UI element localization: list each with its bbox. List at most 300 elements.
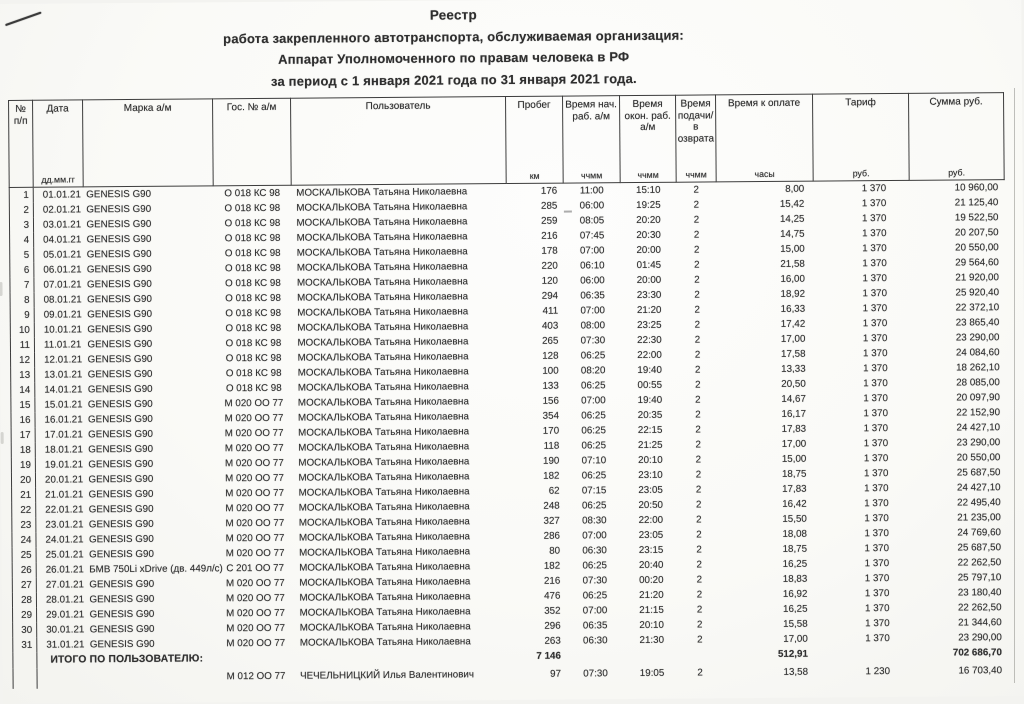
cell-delivery: 2 — [694, 364, 701, 376]
cell-sum: 25 687,50 — [956, 467, 1001, 479]
cell-sum: 22 495,40 — [957, 497, 1001, 509]
cell-km: 216 — [541, 230, 558, 242]
cell-sum: 19 522,50 — [954, 212, 999, 224]
cell-end: 21:20 — [639, 589, 664, 602]
cell-start: 06:25 — [580, 380, 606, 392]
title-line: работа закрепленного автотранспорта, обслуживаемая организация: — [223, 27, 684, 46]
cell-tariff: 1 370 — [862, 243, 887, 255]
cell-tariff: 1 370 — [863, 453, 889, 465]
cell-num: 9 — [10, 308, 34, 323]
cell-hours: 16,17 — [781, 408, 807, 420]
cell-delivery: 2 — [696, 604, 703, 616]
cell-brand: GENESIS G90 — [86, 248, 152, 261]
cell-hours: 18,08 — [782, 528, 807, 540]
cell-tariff: 1 370 — [863, 423, 889, 435]
title-line: Аппарат Уполномоченного по правам человека в РФ — [278, 49, 630, 67]
cell-start: 06:30 — [582, 635, 608, 647]
cell-brand: GENESIS G90 — [86, 278, 152, 291]
cell-user: МОСКАЛЬКОВА Татьяна Николаевна — [299, 621, 471, 634]
cell-hours: 17,83 — [782, 483, 807, 495]
cell-hours: 17,58 — [780, 348, 806, 360]
cell-hours: 18,75 — [781, 468, 807, 480]
cell-brand: GENESIS G90 — [87, 398, 153, 411]
cell-date: 25.01.21 — [45, 549, 84, 561]
cell-num: 16 — [11, 413, 35, 428]
cell-start: 11:00 — [579, 185, 604, 197]
cell-brand: GENESIS G90 — [89, 608, 155, 621]
cell-tariff: 1 370 — [865, 618, 890, 630]
cell-delivery: 2 — [694, 289, 700, 301]
cell-hours: 8,00 — [785, 183, 805, 195]
cell-km: 265 — [542, 335, 559, 347]
cell-date: 19.01.21 — [44, 459, 84, 471]
cell-delivery: 2 — [695, 499, 702, 511]
cell-km: 327 — [543, 515, 560, 527]
cell-hours: 17,42 — [780, 318, 806, 330]
cell-user: МОСКАЛЬКОВА Татьяна Николаевна — [297, 366, 469, 379]
cell-hours: 16,25 — [782, 558, 808, 570]
cell-start: 07:15 — [581, 485, 607, 497]
cell-end: 20:20 — [636, 214, 661, 227]
cell-delivery: 2 — [694, 259, 700, 271]
cell-plate: М 020 ОО 77 — [225, 592, 285, 605]
cell-brand: GENESIS G90 — [88, 473, 154, 486]
cell-km: 352 — [544, 605, 561, 617]
cell-num: 5 — [10, 248, 34, 263]
cell-user: МОСКАЛЬКОВА Татьяна Николаевна — [299, 636, 471, 649]
cell-start: 07:30 — [580, 335, 606, 347]
cell-sum: 22 262,50 — [957, 602, 1002, 614]
cell-user: МОСКАЛЬКОВА Татьяна Николаевна — [299, 591, 471, 604]
cell-km: 220 — [541, 260, 558, 272]
cell-user: МОСКАЛЬКОВА Татьяна Николаевна — [299, 606, 471, 619]
cell-end: 00:20 — [639, 574, 664, 587]
cell-brand: GENESIS G90 — [86, 203, 152, 216]
cell-hours: 15,00 — [781, 453, 807, 465]
cell-end: 21:15 — [639, 604, 664, 617]
cell-num: 26 — [12, 563, 36, 578]
cell-sum: 22 262,50 — [957, 557, 1002, 569]
cell-hours: 16,00 — [780, 273, 805, 285]
cell-hours: 14,75 — [780, 228, 805, 240]
cell-user: МОСКАЛЬКОВА Татьяна Николаевна — [297, 396, 469, 409]
cell-date: 16.01.21 — [44, 414, 83, 426]
cell-user: МОСКАЛЬКОВА Татьяна Николаевна — [297, 411, 470, 424]
cell-delivery: 2 — [695, 394, 701, 406]
cell-km: 182 — [543, 560, 561, 572]
cell-sum: 20 097,90 — [956, 392, 1000, 404]
cell-delivery: 2 — [694, 334, 701, 346]
cell-delivery: 2 — [693, 229, 700, 241]
cell-date: 03.01.21 — [42, 219, 82, 231]
cell-plate: О 018 КС 98 — [224, 187, 281, 200]
column-header-brand: Марка а/м — [83, 99, 214, 187]
cell-date: 02.01.21 — [42, 204, 82, 216]
cell-km: 156 — [542, 395, 559, 407]
cell-km: 120 — [541, 275, 559, 287]
cell-num — [13, 653, 37, 669]
cell-sum: 25 687,50 — [957, 542, 1002, 554]
cell-km: 294 — [541, 290, 559, 302]
cell-plate: О 018 КС 98 — [224, 202, 281, 215]
cell-delivery: 2 — [696, 529, 702, 541]
cell-num: 4 — [10, 233, 34, 248]
cell-hours: 15,50 — [782, 513, 807, 525]
cell-brand — [87, 667, 217, 688]
cell-sum: 24 427,10 — [956, 422, 1001, 434]
cell-plate: М 020 ОО 77 — [224, 457, 284, 470]
cell-brand: GENESIS G90 — [87, 293, 152, 306]
cell-delivery: 2 — [696, 559, 702, 571]
cell-sum: 29 564,60 — [955, 257, 999, 269]
cell-delivery: 2 — [694, 304, 700, 316]
title-line: Реестр — [429, 7, 477, 23]
cell-km: 133 — [542, 380, 559, 392]
cell-brand: GENESIS G90 — [89, 623, 155, 636]
cell-hours: 16,42 — [782, 498, 807, 510]
cell-km: 354 — [542, 410, 560, 422]
cell-hours: 16,92 — [782, 588, 808, 600]
column-header-date: Дата дд.мм.гг — [33, 100, 84, 187]
column-header-hours: Время к оплате часы — [716, 94, 814, 182]
cell-num — [13, 669, 37, 689]
total-km: 7 146 — [536, 650, 561, 662]
cell-sum: 23 290,00 — [955, 332, 1000, 344]
cell-user: МОСКАЛЬКОВА Татьяна Николаевна — [296, 201, 468, 214]
cell-hours: 18,83 — [782, 573, 808, 585]
table-footer — [13, 645, 1008, 689]
cell-num: 19 — [11, 458, 35, 473]
cell-brand: GENESIS G90 — [87, 368, 153, 381]
cell-date: 10.01.21 — [43, 324, 83, 336]
cell-tariff: 1 370 — [864, 588, 890, 600]
column-header-end: Время окон. раб. а/м ччмм — [620, 95, 677, 182]
cell-tariff: 1 370 — [863, 408, 889, 420]
cell-plate: М 020 ОО 77 — [226, 637, 286, 650]
cell-km: 263 — [544, 635, 561, 647]
cell-sum: 16 703,40 — [958, 665, 1003, 677]
cell-plate: О 018 КС 98 — [225, 292, 281, 305]
cell-plate: М 020 ОО 77 — [224, 442, 284, 455]
cell-brand: GENESIS G90 — [89, 548, 154, 561]
cell-date — [37, 668, 87, 688]
cell-brand: GENESIS G90 — [88, 503, 154, 516]
cell-end: 00:55 — [637, 379, 663, 392]
cell-num: 27 — [12, 578, 36, 593]
cell-tariff: 1 370 — [864, 603, 890, 615]
cell-num: 25 — [12, 548, 36, 563]
cell-hours: 15,58 — [783, 618, 808, 630]
cell-tariff: 1 370 — [864, 513, 889, 525]
cell-start: 07:00 — [580, 305, 606, 317]
cell-user: ЧЕЧЕЛЬНИЦКИЙ Илья Валентинович — [300, 669, 475, 682]
cell-delivery: 2 — [695, 409, 701, 421]
cell-brand: GENESIS G90 — [88, 533, 154, 546]
cell-num: 17 — [11, 428, 35, 443]
cell-date: 20.01.21 — [44, 474, 84, 486]
cell-delivery: 2 — [697, 634, 703, 646]
cell-hours: 17,00 — [783, 633, 808, 645]
cell-delivery: 2 — [694, 349, 701, 361]
cell-end: 21:30 — [639, 634, 665, 647]
cell-km: 182 — [543, 470, 560, 482]
cell-tariff: 1 370 — [862, 228, 887, 240]
cell-end: 15:10 — [635, 184, 661, 197]
cell-date: 29.01.21 — [46, 609, 85, 621]
cell-end: 20:35 — [637, 409, 663, 422]
cell-user: МОСКАЛЬКОВА Татьяна Николаевна — [298, 456, 470, 469]
cell-num: 24 — [12, 533, 36, 548]
cell-end: 01:45 — [636, 259, 662, 272]
cell-end: 23:15 — [638, 544, 664, 557]
cell-user: МОСКАЛЬКОВА Татьяна Николаевна — [296, 216, 468, 229]
cell-km: 97 — [550, 668, 562, 680]
cell-num: 7 — [10, 278, 34, 293]
cell-hours: 14,67 — [781, 393, 806, 405]
cell-brand: GENESIS G90 — [87, 353, 153, 366]
cell-user: МОСКАЛЬКОВА Татьяна Николаевна — [299, 576, 471, 589]
cell-sum: 10 960,00 — [954, 182, 999, 194]
cell-end: 22:15 — [637, 424, 663, 437]
cell-num: 12 — [11, 353, 35, 368]
cell-km: 178 — [541, 245, 558, 257]
total-sum: 702 686,70 — [952, 647, 1002, 659]
cell-brand: GENESIS G90 — [89, 593, 155, 606]
table-body — [9, 180, 1008, 653]
cell-sum: 21 235,00 — [957, 512, 1001, 524]
cell-tariff: 1 370 — [864, 498, 889, 510]
cell-start: 06:00 — [579, 200, 605, 212]
cell-tariff: 1 370 — [863, 468, 889, 480]
cell-end: 20:00 — [636, 274, 662, 287]
cell-plate: О 018 КС 98 — [225, 337, 282, 350]
cell-num: 29 — [13, 608, 37, 623]
cell-end: 19:40 — [637, 364, 662, 377]
cell-plate: М 020 ОО 77 — [225, 502, 285, 515]
cell-plate: М 020 ОО 77 — [224, 397, 284, 410]
cell-plate: О 018 КС 98 — [224, 262, 281, 275]
cell-end: 22:30 — [637, 334, 662, 347]
cell-km: 403 — [541, 320, 559, 332]
cell-num: 20 — [11, 473, 35, 488]
cell-end: 20:00 — [636, 244, 662, 257]
cell-delivery: 2 — [696, 574, 703, 586]
cell-start: 06:25 — [581, 410, 606, 422]
cell-date: 11.01.21 — [43, 339, 82, 351]
cell-tariff: 1 370 — [862, 318, 888, 330]
cell-plate: С 201 ОО 77 — [226, 562, 285, 575]
cell-sum: 21 125,40 — [954, 197, 999, 209]
cell-end: 22:00 — [638, 514, 664, 527]
cell-brand: GENESIS G90 — [87, 323, 153, 336]
cell-end: 23:05 — [638, 529, 664, 542]
cell-sum: 24 084,60 — [955, 347, 1000, 359]
scan-smudge — [1, 432, 4, 444]
cell-num: 22 — [12, 503, 36, 518]
cell-sum: 25 797,10 — [957, 572, 1002, 584]
cell-end: 23:25 — [637, 319, 662, 332]
cell-delivery: 2 — [695, 379, 701, 391]
cell-date: 06.01.21 — [43, 264, 82, 276]
cell-start: 06:25 — [581, 470, 607, 482]
cell-tariff: 1 370 — [862, 258, 887, 270]
cell-plate: О 018 КС 98 — [225, 307, 282, 320]
cell-delivery: 2 — [695, 469, 702, 481]
column-header-km: Пробег км — [506, 96, 564, 183]
cell-hours: 16,33 — [780, 303, 806, 315]
cell-tariff: 1 370 — [863, 438, 889, 450]
cell-end: 20:10 — [639, 619, 664, 632]
cell-km: 62 — [548, 485, 560, 497]
cell-delivery: 2 — [696, 514, 702, 526]
cell-plate: О 018 КС 98 — [225, 352, 282, 365]
cell-plate: М 020 ОО 77 — [225, 532, 285, 545]
cell-end: 19:25 — [636, 199, 661, 212]
cell-km: 176 — [540, 185, 558, 197]
cell-km: 170 — [542, 425, 560, 437]
cell-hours: 17,00 — [780, 333, 806, 345]
cell-end: 22:00 — [637, 349, 662, 362]
cell-tariff: 1 370 — [864, 528, 889, 540]
cell-sum: 23 290,00 — [958, 632, 1002, 644]
cell-delivery: 2 — [696, 589, 703, 601]
cell-km: 100 — [542, 365, 559, 377]
cell-num: 28 — [12, 593, 36, 608]
cell-start: 06:00 — [580, 275, 605, 287]
cell-sum: 18 262,10 — [956, 362, 1000, 374]
cell-tariff: 1 370 — [864, 483, 889, 495]
cell-date: 23.01.21 — [45, 519, 84, 531]
cell-plate: М 020 ОО 77 — [225, 472, 284, 485]
cell-tariff: 1 370 — [861, 198, 887, 210]
cell-date: 22.01.21 — [45, 504, 84, 516]
cell-num: 30 — [13, 623, 37, 638]
cell-tariff: 1 370 — [864, 543, 890, 555]
cell-user: МОСКАЛЬКОВА Татьяна Николаевна — [298, 486, 470, 499]
column-header-delivery: Время подачи/в озврата ччмм — [676, 95, 717, 182]
cell-tariff: 1 370 — [862, 333, 888, 345]
cell-plate: М 020 ОО 77 — [225, 577, 285, 590]
cell-plate: О 018 КС 98 — [225, 322, 282, 335]
cell-tariff: 1 370 — [861, 213, 887, 225]
cell-start: 07:00 — [582, 530, 607, 542]
cell-km: 259 — [541, 215, 558, 227]
cell-tariff: 1 370 — [865, 633, 890, 645]
cell-plate: О 018 КС 98 — [224, 247, 281, 260]
cell-end: 19:40 — [637, 394, 663, 407]
cell-delivery: 2 — [695, 484, 702, 496]
page-edge-line — [1014, 88, 1016, 683]
cell-km: 118 — [543, 440, 560, 452]
cell-date: 01.01.21 — [42, 189, 81, 201]
cell-sum: 23 180,40 — [957, 587, 1002, 599]
cell-hours: 13,33 — [781, 363, 806, 375]
cell-user: МОСКАЛЬКОВА Татьяна Николаевна — [297, 336, 469, 349]
cell-delivery: 2 — [693, 199, 700, 211]
cell-plate: О 018 КС 98 — [225, 382, 282, 395]
cell-sum: 22 372,10 — [955, 302, 1000, 314]
cell-num: 21 — [12, 488, 36, 503]
cell-start: 06:25 — [581, 500, 607, 512]
cell-num: 14 — [11, 383, 35, 398]
cell-hours: 17,83 — [781, 423, 807, 435]
cell-brand: GENESIS G90 — [89, 578, 155, 591]
column-header-sum: Сумма руб. руб. — [908, 93, 1004, 181]
cell-hours: 17,00 — [781, 438, 807, 450]
cell-plate: М 020 ОО 77 — [224, 412, 284, 425]
cell-km: 296 — [544, 620, 561, 632]
cell-date: 07.01.21 — [43, 279, 82, 291]
cell-start: 06:25 — [581, 425, 606, 437]
cell-km: 411 — [542, 305, 559, 317]
cell-start: 06:25 — [581, 440, 607, 452]
cell-hours: 13,58 — [783, 666, 809, 678]
cell-brand: GENESIS G90 — [86, 218, 152, 231]
column-header-start: Время нач. раб. а/м ччмм — [563, 96, 621, 183]
cell-user: МОСКАЛЬКОВА Татьяна Николаевна — [297, 351, 469, 364]
cell-brand: GENESIS G90 — [88, 518, 154, 531]
cell-delivery: 2 — [693, 214, 700, 226]
cell-sum: 23 865,40 — [955, 317, 1000, 329]
cell-km: 476 — [544, 590, 561, 602]
cell-hours: 15,42 — [779, 198, 805, 210]
cell-user: МОСКАЛЬКОВА Татьяна Николаевна — [297, 381, 469, 394]
cell-user: МОСКАЛЬКОВА Татьяна Николаевна — [298, 426, 470, 439]
cell-start: 06:35 — [580, 290, 605, 302]
cell-km: 80 — [549, 545, 561, 557]
cell-end: 23:05 — [638, 484, 663, 497]
cell-delivery: 2 — [694, 319, 701, 331]
cell-date: 04.01.21 — [43, 234, 82, 246]
cell-user: МОСКАЛЬКОВА Татьяна Николаевна — [299, 546, 471, 559]
cell-plate: М 020 ОО 77 — [226, 607, 286, 620]
cell-km: 190 — [542, 455, 560, 467]
cell-tariff: 1 370 — [861, 183, 887, 195]
column-header-user: Пользователь — [291, 97, 507, 186]
cell-user: МОСКАЛЬКОВА Татьяна Николаевна — [298, 516, 470, 529]
column-header-plate: Гос. № а/м — [213, 98, 292, 186]
cell-num: 2 — [9, 203, 33, 218]
cell-num: 13 — [11, 368, 35, 383]
table-header-row — [9, 93, 1005, 188]
cell-brand: GENESIS G90 — [87, 383, 153, 396]
cell-user: МОСКАЛЬКОВА Татьяна Николаевна — [296, 231, 468, 244]
cell-user: МОСКАЛЬКОВА Татьяна Николаевна — [297, 291, 469, 304]
cell-tariff: 1 230 — [865, 666, 891, 678]
cell-delivery: 2 — [693, 184, 700, 196]
cell-date: 18.01.21 — [44, 444, 83, 456]
cell-hours: 18,75 — [782, 543, 808, 555]
cell-brand: GENESIS G90 — [88, 488, 154, 501]
cell-date: 09.01.21 — [43, 309, 82, 321]
cell-brand: GENESIS G90 — [87, 413, 153, 426]
cell-tariff: 1 370 — [864, 558, 890, 570]
cell-date: 14.01.21 — [44, 384, 83, 396]
cell-user: МОСКАЛЬКОВА Татьяна Николаевна — [299, 561, 471, 574]
cell-km: 216 — [543, 575, 561, 587]
cell-start: 06:25 — [580, 350, 606, 362]
cell-plate: М 020 ОО 77 — [226, 622, 286, 635]
column-header-num: № п/п — [9, 100, 34, 187]
cell-hours: 15,00 — [780, 243, 805, 255]
cell-start: 06:35 — [582, 620, 608, 632]
cell-delivery: 2 — [695, 439, 702, 451]
cell-date: 17.01.21 — [44, 429, 83, 441]
cell-plate: М 020 ОО 77 — [224, 427, 284, 440]
cell-date: 05.01.21 — [43, 249, 82, 261]
cell-end: 21:25 — [637, 439, 663, 452]
cell-num: 6 — [10, 263, 34, 278]
